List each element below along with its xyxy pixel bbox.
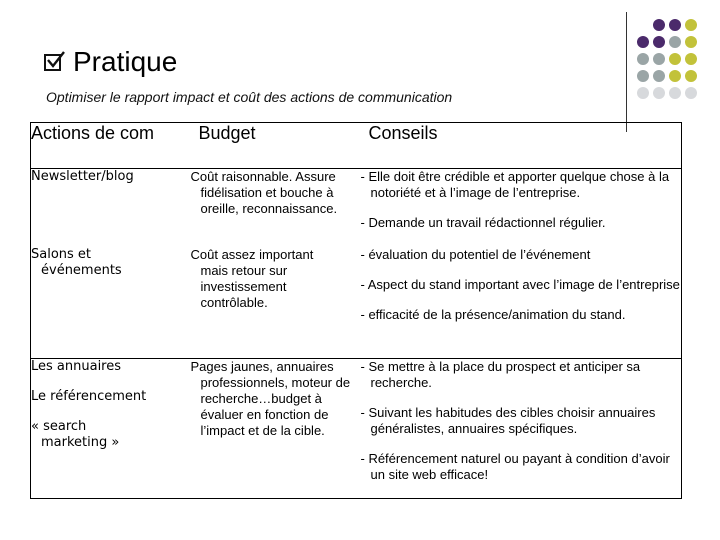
- action-label: Les annuaires: [31, 359, 122, 374]
- decorative-dot: [637, 70, 649, 82]
- conseil-item: - Se mettre à la place du prospect et anticiper sa recherche.: [360, 359, 641, 390]
- decorative-dot: [669, 70, 681, 82]
- decorative-dot: [653, 19, 665, 31]
- conseil-item: - Demande un travail rédactionnel régulier.: [360, 215, 606, 230]
- decorative-dot: [653, 53, 665, 65]
- decorative-dot: [669, 87, 681, 99]
- action-label: Salons et événements: [31, 246, 122, 278]
- budget-cell: [191, 169, 361, 247]
- conseil-item: - évaluation du potentiel de l’événement: [360, 246, 591, 262]
- decorative-dot: [685, 70, 697, 82]
- decorative-dot: [669, 53, 681, 65]
- table-header-row: [31, 123, 682, 169]
- title-row: [44, 46, 177, 78]
- action-cell: [31, 247, 191, 359]
- decorative-vertical-line: [626, 12, 627, 132]
- decorative-dot: [669, 36, 681, 48]
- header-budget: Budget: [198, 123, 256, 143]
- slide-subtitle: Optimiser le rapport impact et coût des actions de communication: [46, 89, 453, 105]
- conseils-cell: [361, 359, 682, 499]
- conseils-cell: [361, 169, 682, 247]
- decorative-dot: [685, 36, 697, 48]
- decorative-dot: [653, 36, 665, 48]
- conseil-item: - Référencement naturel ou payant à condition d’avoir un site web efficace!: [360, 451, 670, 482]
- decorative-dot: [669, 19, 681, 31]
- table-row: [31, 247, 682, 359]
- conseil-item: - Aspect du stand important avec l’image de l’entreprise: [360, 276, 680, 292]
- decorative-dot: [685, 53, 697, 65]
- decorative-dot: [637, 87, 649, 99]
- action-cell: [31, 359, 191, 499]
- action-label: Newsletter/blog: [31, 169, 134, 184]
- action-label: Le référencement: [31, 389, 147, 404]
- conseil-item: - efficacité de la présence/animation du stand.: [360, 306, 626, 322]
- budget-cell: [191, 247, 361, 359]
- decorative-dot: [653, 87, 665, 99]
- table-row: [31, 169, 682, 247]
- conseil-item: - Elle doit être crédible et apporter quelque chose à la notoriété et à l’image de l’entreprise.: [360, 169, 670, 200]
- decorative-dot: [653, 70, 665, 82]
- decorative-dot: [637, 53, 649, 65]
- budget-text: Coût assez important mais retour sur investissement contrôlable.: [190, 246, 314, 310]
- budget-text: Pages jaunes, annuaires professionnels, moteur de recherche…budget à évaluer en fonction de l’impact et de la cible.: [190, 359, 351, 438]
- budget-cell: [191, 359, 361, 499]
- decorative-dot: [637, 36, 649, 48]
- slide-title: Pratique: [73, 46, 178, 77]
- action-label: « search marketing »: [31, 419, 120, 450]
- table-row: [31, 359, 682, 499]
- budget-text: Coût raisonnable. Assure fidélisation et bouche à oreille, reconnaissance.: [190, 169, 338, 216]
- decorative-dot: [685, 19, 697, 31]
- actions-table: [30, 122, 682, 499]
- checkbox-checked-icon: [44, 54, 61, 71]
- conseils-cell: [361, 247, 682, 359]
- header-actions: Actions de com: [31, 123, 155, 143]
- action-cell: [31, 169, 191, 247]
- decorative-dot: [685, 87, 697, 99]
- conseil-item: - Suivant les habitudes des cibles choisir annuaires généralistes, annuaires spécifiques.: [360, 405, 656, 436]
- header-conseils: Conseils: [368, 123, 438, 143]
